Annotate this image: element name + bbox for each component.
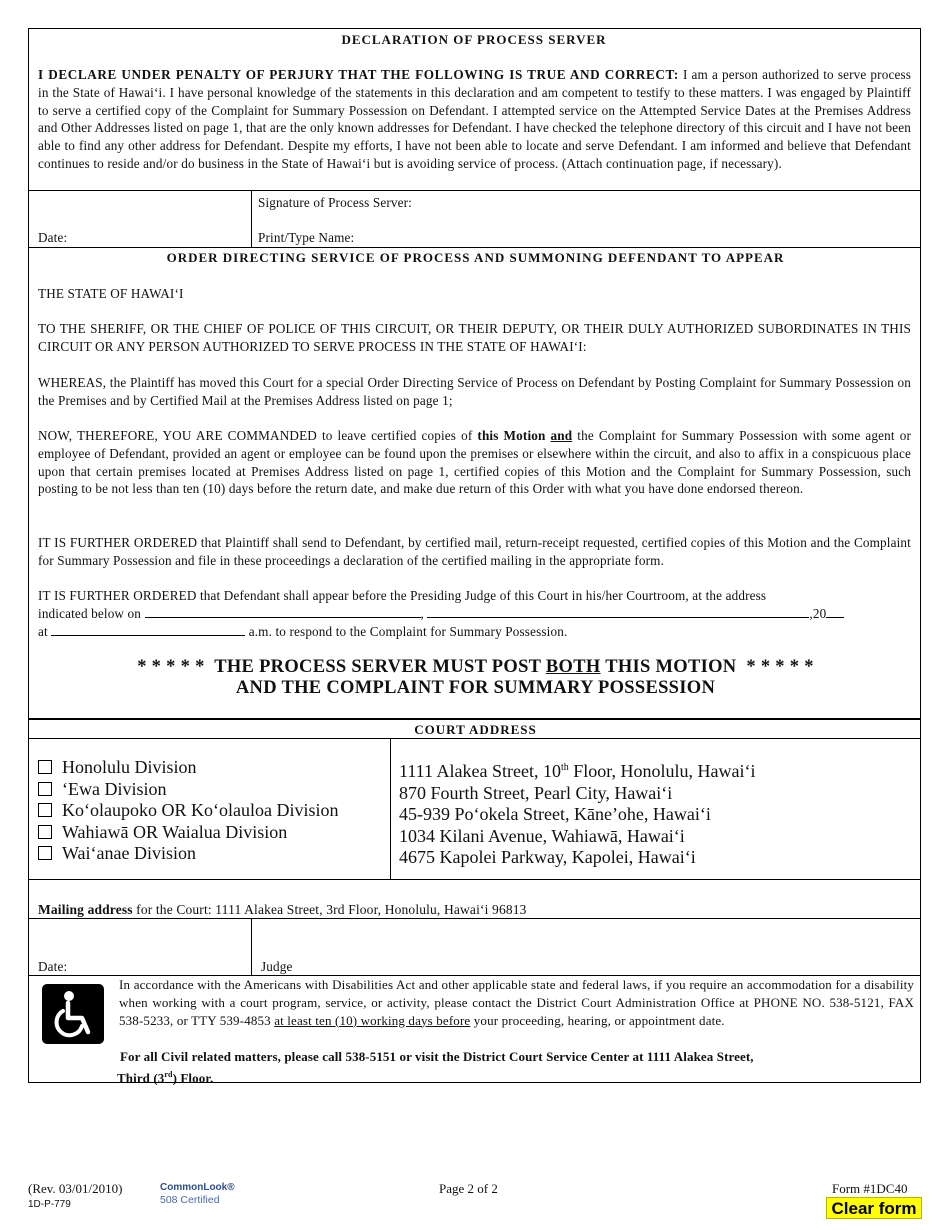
division-checkbox[interactable] [38, 803, 52, 817]
wheelchair-icon [42, 984, 104, 1044]
and-underlined: and [550, 428, 573, 443]
appearance-time-field[interactable] [51, 623, 245, 636]
page-number: Page 2 of 2 [439, 1181, 498, 1196]
ada-notice [119, 976, 914, 1029]
this-motion-bold: this Motion [477, 428, 546, 443]
division-address: 4675 Kapolei Parkway, Kapolei, Hawai‘i [399, 847, 696, 867]
declaration-date-label: Date: [38, 230, 68, 245]
mailing-address-label: Mailing address [38, 902, 133, 917]
revision-date: (Rev. 03/01/2010) [28, 1181, 123, 1196]
ada-deadline: at least ten (10) working days before [274, 1012, 471, 1028]
notice-stars-right: * * * * * [746, 657, 814, 677]
court-address-heading: COURT ADDRESS [414, 722, 537, 737]
at-label: at [38, 624, 48, 639]
order-to-line: TO THE SHERIFF, OR THE CHIEF OF POLICE OF THIS CIRCUIT, OR THEIR DEPUTY, OR THEIR DULY AUTHORIZED SUBORDINATES IN THIS CIRCUIT OR ANY PERSON AUTHORIZED TO SERVE PROCESS IN THE STATE OF HAWAI‘I: [38, 321, 911, 354]
division-address: 1111 Alakea Street, 10th Floor, Honolulu, Hawai‘i [399, 761, 756, 781]
form-code: 1D-P-779 [28, 1199, 71, 1210]
ada-text: In accordance with the Americans with Disabilities Act and other applicable state and federal laws, if you require an accommodation for a disability when working with a court program, service, or activity, please contact the District Court Administration Office at PHONE NO. 538-5121, FAX 538-5233, or TTY 539-4853 [119, 977, 914, 1028]
signature-label: Signature of Process Server: [258, 195, 412, 210]
commanded-paragraph [38, 427, 911, 498]
form-page [28, 28, 921, 1086]
declaration-text: I am a person authorized to serve process in the State of Hawai‘i. I have personal knowledge of the statements in this declaration and am competent to testify to these matters. I was engaged by Plaintiff to serve a certified copy of the Complaint for Summary Possession on Defendant. I attempted service on the Attempted Service Dates at the Premises Address and Other Addresses listed on page 1, that are the only known addresses for Defendant. I have checked the telephone directory of this circuit and I have not been able to find any other address for Defendant. Despite my efforts, I have not been able to locate and serve Defendant. I am informed and believe that Defendant continues to reside and/or do business in the State of Hawai‘i but is avoiding service of process. (Attach continuation page, if necessary). [38, 67, 912, 171]
further-ordered-mail: IT IS FURTHER ORDERED that Plaintiff shall send to Defendant, by certified mail, return-receipt requested, certified copies of this Motion and the Complaint for Summary Possession and file in these proceedings a declaration of the certified mailing in the appropriate form. [38, 535, 911, 568]
mailing-address [38, 901, 527, 919]
division-name: Wahiawā OR Waialua Division [62, 821, 288, 842]
declaration-body [38, 66, 911, 173]
commonlook-logo: CommonLook® [160, 1182, 235, 1193]
division-name: Honolulu Division [62, 757, 197, 777]
appearance-time-line [38, 623, 567, 641]
indicated-below-label: indicated below on [38, 606, 142, 621]
civil-matters-line2: Third (3rd) Floor. [117, 1069, 214, 1086]
division-name: Ko‘olaupoko OR Ko‘olauloa Division [62, 800, 339, 820]
appearance-day-field[interactable] [145, 605, 421, 618]
division-item [38, 779, 388, 801]
division-item [38, 843, 388, 865]
year-prefix: ,20 [809, 606, 827, 621]
division-address: 1034 Kilani Avenue, Wahiawā, Hawai‘i [399, 825, 685, 846]
division-checkbox[interactable] [38, 846, 52, 860]
commanded-text-rest: the Complaint for Summary Possession with some agent or employee of Defendant, provided an agent or employee can be found upon the premises or elsewhere within the circuit, and also to affix in a conspicuous place upon that certain premises located at Premises Address listed on page 1, certified copies of this Motion and the Complaint for Summary Possession, such posting to be not less than ten (10) days before the return date, and make due return of this Order with what you have done endorsed thereon. [38, 428, 911, 497]
notice-line2: AND THE COMPLAINT FOR SUMMARY POSSESSION [235, 678, 716, 698]
further-ordered-appear: IT IS FURTHER ORDERED that Defendant shall appear before the Presiding Judge of this Court in his/her Courtroom, at the address [38, 588, 767, 603]
notice-text-a: THE PROCESS SERVER MUST POST [214, 657, 541, 677]
division-name: ‘Ewa Division [62, 778, 167, 799]
process-server-notice [29, 657, 922, 699]
commanded-text: NOW, THEREFORE, YOU ARE COMMANDED to leave certified copies of [38, 428, 473, 443]
ada-text-end: your proceeding, hearing, or appointment date. [473, 1012, 725, 1028]
form-number: Form #1DC40 [832, 1181, 908, 1196]
division-checkbox[interactable] [38, 825, 52, 839]
judge-date-label: Date: [38, 959, 68, 974]
state-of-hawaii: THE STATE OF HAWAI‘I [38, 286, 184, 301]
division-name: Wai‘anae Division [62, 843, 197, 863]
appearance-date-line: indicated below on , ,20 [38, 605, 918, 623]
print-name-label: Print/Type Name: [258, 230, 355, 245]
declaration-lead: I DECLARE UNDER PENALTY OF PERJURY THAT THE FOLLOWING IS TRUE AND CORRECT: [38, 67, 679, 82]
order-heading: ORDER DIRECTING SERVICE OF PROCESS AND SUMMONING DEFENDANT TO APPEAR [166, 250, 785, 265]
address-list [399, 757, 914, 869]
certified-label: 508 Certified [160, 1194, 220, 1206]
division-list [38, 757, 388, 865]
division-address: 45-939 Po‘okela Street, Kāne’ohe, Hawai‘i [399, 804, 711, 824]
appearance-date-field[interactable] [427, 605, 809, 618]
civil-matters-line1: For all Civil related matters, please call 538-5151 or visit the District Court Service Center at 1111 Alakea Street, [120, 1049, 754, 1064]
notice-stars-left: * * * * * [137, 657, 205, 677]
division-item [38, 800, 388, 822]
whereas-paragraph: WHEREAS, the Plaintiff has moved this Court for a special Order Directing Service of Process on Defendant by Posting Complaint for Summary Possession on the Premises and by Certified Mail at the Premises Address listed on page 1; [38, 375, 911, 408]
division-item [38, 822, 388, 844]
appearance-year-field[interactable] [826, 605, 844, 618]
judge-label: Judge [261, 959, 293, 974]
mailing-address-value: for the Court: 1111 Alakea Street, 3rd Floor, Honolulu, Hawai‘i 96813 [136, 902, 527, 917]
notice-both: BOTH [545, 657, 601, 677]
declaration-heading: DECLARATION OF PROCESS SERVER [341, 32, 607, 47]
division-checkbox[interactable] [38, 760, 52, 774]
division-address: 870 Fourth Street, Pearl City, Hawai‘i [399, 782, 673, 803]
division-checkbox[interactable] [38, 782, 52, 796]
time-suffix: a.m. to respond to the Complaint for Summary Possession. [248, 624, 568, 639]
clear-form-button[interactable]: Clear form [826, 1197, 922, 1219]
division-item [38, 757, 388, 779]
notice-text-b: THIS MOTION [605, 657, 737, 677]
